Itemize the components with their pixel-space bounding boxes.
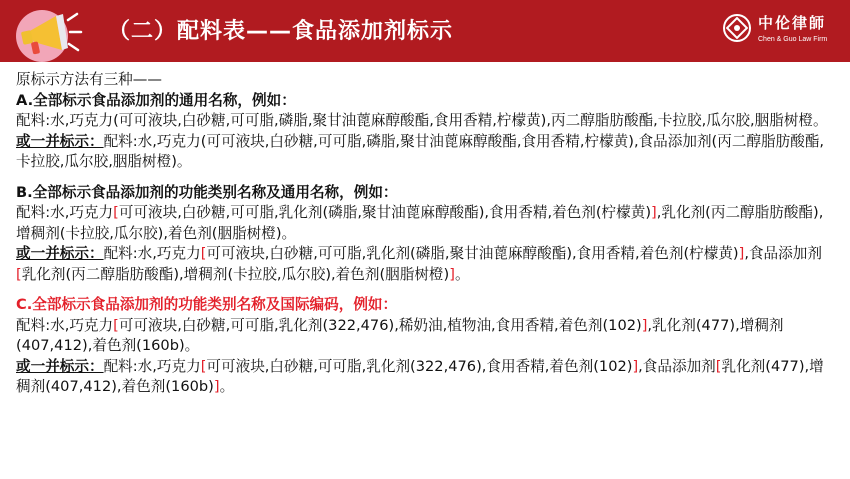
section-c-heading: C.全部标示食品添加剂的功能类别名称及国际编码，例如： xyxy=(16,296,398,313)
section-a-heading: A.全部标示食品添加剂的通用名称，例如： xyxy=(16,91,296,109)
section-b-alt-part: 。 xyxy=(454,265,470,283)
section-c-ex-part: ,乳化剂(477),增稠剂(407,412),着色剂(160b)。 xyxy=(16,316,784,354)
section-c-alt-part: 配料:水,巧克力 xyxy=(103,357,201,375)
section-c-ex-part: 可可液块,白砂糖,可可脂,乳化剂(322,476),稀奶油,植物油,食用香精,着色剂(102) xyxy=(118,316,642,334)
red-bracket-open: [ xyxy=(113,204,119,221)
section-b-heading: B.全部标示食品添加剂的功能类别名称及通用名称，例如： xyxy=(16,183,398,201)
logo-mark-icon xyxy=(722,13,752,43)
section-b-alt-part: 乳化剂(丙二醇脂肪酸酯),增稠剂(卡拉胶,瓜尔胶),着色剂(胭脂树橙) xyxy=(21,265,450,283)
section-b-ex-part: ,乳化剂(丙二醇脂肪酸酯),增稠剂(卡拉胶,瓜尔胶),着色剂(胭脂树橙)。 xyxy=(16,204,824,242)
section-b-ex-part: 配料:水,巧克力 xyxy=(16,204,114,221)
page-title: （二）配料表——食品添加剂标示 xyxy=(108,19,454,44)
section-a-alt-label: 或一并标示： xyxy=(16,132,104,150)
section-c-alt-part: 。 xyxy=(219,378,235,395)
section-b-alt-label: 或一并标示： xyxy=(16,245,104,262)
section-b-alt xyxy=(16,244,834,285)
megaphone-icon xyxy=(6,2,84,66)
content-body xyxy=(16,70,834,398)
red-bracket-open: [ xyxy=(715,357,722,375)
section-b-ex-part: 可可液块,白砂糖,可可脂,乳化剂(磷脂,聚甘油蓖麻醇酸酯),食用香精,着色剂(柠檬黄) xyxy=(118,204,652,221)
section-b-alt-part: ,食品添加剂 xyxy=(744,245,822,262)
red-bracket-close: ] xyxy=(213,378,220,395)
section-b-example xyxy=(16,203,834,244)
section-a-alt xyxy=(16,132,834,173)
red-bracket-close: ] xyxy=(651,204,657,221)
section-c-example xyxy=(16,316,834,357)
red-bracket-open: [ xyxy=(200,245,207,262)
section-c-alt-label: 或一并标示： xyxy=(16,357,104,375)
section-c-alt-part: 乳化剂(477),增稠剂(407,412),着色剂(160b) xyxy=(16,357,824,395)
section-a-example: 配料:水,巧克力(可可液块,白砂糖,可可脂,磷脂,聚甘油蓖麻醇酸酯,食用香精,柠檬黄),丙二醇脂肪酸酯,卡拉胶,瓜尔胶,胭脂树橙。 xyxy=(16,112,828,129)
section-c-alt-part: 可可液块,白砂糖,可可脂,乳化剂(322,476),食用香精,着色剂(102) xyxy=(206,357,633,375)
red-bracket-close: ] xyxy=(449,265,455,283)
section-b-alt-part: 配料:水,巧克力 xyxy=(103,245,201,262)
section-c-ex-part: 配料:水,巧克力 xyxy=(16,316,114,334)
red-bracket-close: ] xyxy=(641,316,648,334)
red-bracket-open: [ xyxy=(113,316,119,334)
red-bracket-close: ] xyxy=(738,245,745,262)
intro-text: 原标示方法有三种—— xyxy=(16,71,162,88)
logo-chinese-name: 中伦律師 xyxy=(758,14,827,32)
section-a-alt-text: 配料:水,巧克力(可可液块,白砂糖,可可脂,磷脂,聚甘油蓖麻醇酸酯,食用香精,柠檬黄),食品添加剂(丙二醇脂肪酸酯,卡拉胶,瓜尔胶,胭脂树橙)。 xyxy=(16,132,825,170)
red-bracket-close: ] xyxy=(632,357,639,375)
section-c-alt xyxy=(16,357,834,398)
section-c-alt-part: ,食品添加剂 xyxy=(638,357,716,375)
law-firm-logo xyxy=(722,8,832,54)
section-b-alt-part: 可可液块,白砂糖,可可脂,乳化剂(磷脂,聚甘油蓖麻醇酸酯),食用香精,着色剂(柠檬黄) xyxy=(206,245,739,262)
header-bar xyxy=(0,0,850,62)
red-bracket-open: [ xyxy=(200,357,207,375)
logo-english-name: Chen & Guo Law Firm xyxy=(758,36,828,43)
red-bracket-open: [ xyxy=(16,265,22,283)
